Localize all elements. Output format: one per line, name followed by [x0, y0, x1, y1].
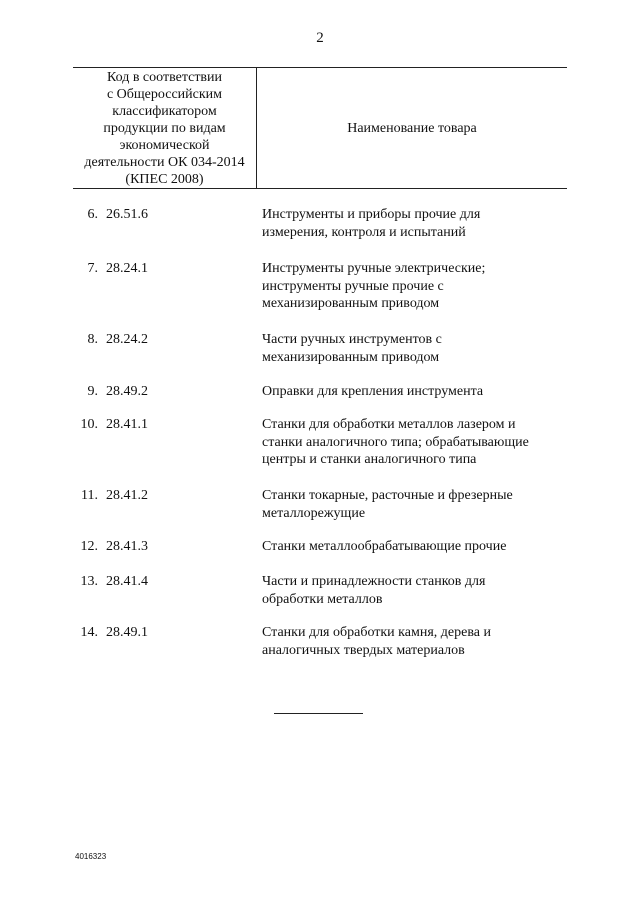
row-code: 28.41.2 [106, 488, 148, 503]
page-number: 2 [316, 30, 324, 46]
header-name-column: Наименование товара [347, 121, 477, 136]
table-row [0, 538, 640, 573]
table-row [0, 416, 640, 487]
table-row [0, 331, 640, 383]
table-row [0, 260, 640, 331]
row-product-name: Станки для обработки металлов лазером и станки аналогичного типа; обрабатывающие центры и станки аналогичного типа [262, 417, 529, 467]
row-code: 28.24.1 [106, 261, 148, 276]
header-code-column: Код в соответствии с Общероссийским классификатором продукции по видам экономической деятельности ОК 034-2014 (КПЕС 2008) [84, 70, 245, 187]
row-number: 10. [80, 417, 98, 432]
table-row [0, 383, 640, 416]
table-row [0, 206, 640, 260]
row-number: 13. [80, 574, 98, 589]
table-row [0, 624, 640, 664]
row-product-name: Инструменты и приборы прочие для измерения, контроля и испытаний [262, 207, 481, 240]
row-code: 28.41.4 [106, 574, 148, 589]
document-number: 4016323 [75, 852, 107, 861]
table-top-rule [73, 67, 567, 68]
row-product-name: Инструменты ручные электрические; инструменты ручные прочие с механизированным приводом [262, 261, 486, 311]
row-number: 6. [87, 207, 98, 222]
table-row [0, 573, 640, 624]
row-number: 7. [87, 261, 98, 276]
row-number: 9. [87, 384, 98, 399]
row-code: 26.51.6 [106, 207, 148, 222]
row-code: 28.41.1 [106, 417, 148, 432]
row-product-name: Оправки для крепления инструмента [262, 384, 484, 399]
row-number: 11. [81, 488, 98, 503]
row-product-name: Части ручных инструментов с механизированным приводом [262, 332, 442, 365]
row-product-name: Станки металлообрабатывающие прочие [262, 539, 507, 554]
row-code: 28.24.2 [106, 332, 148, 347]
table-row [0, 487, 640, 538]
row-number: 8. [87, 332, 98, 347]
row-number: 12. [80, 539, 98, 554]
row-product-name: Станки для обработки камня, дерева и аналогичных твердых материалов [262, 625, 491, 658]
end-of-document-rule [274, 713, 363, 714]
row-code: 28.49.2 [106, 384, 148, 399]
table-body [0, 206, 640, 664]
row-product-name: Части и принадлежности станков для обработки металлов [262, 574, 486, 607]
table-header-rule [73, 188, 567, 189]
row-number: 14. [80, 625, 98, 640]
row-product-name: Станки токарные, расточные и фрезерные металлорежущие [262, 488, 513, 521]
row-code: 28.49.1 [106, 625, 148, 640]
row-code: 28.41.3 [106, 539, 148, 554]
